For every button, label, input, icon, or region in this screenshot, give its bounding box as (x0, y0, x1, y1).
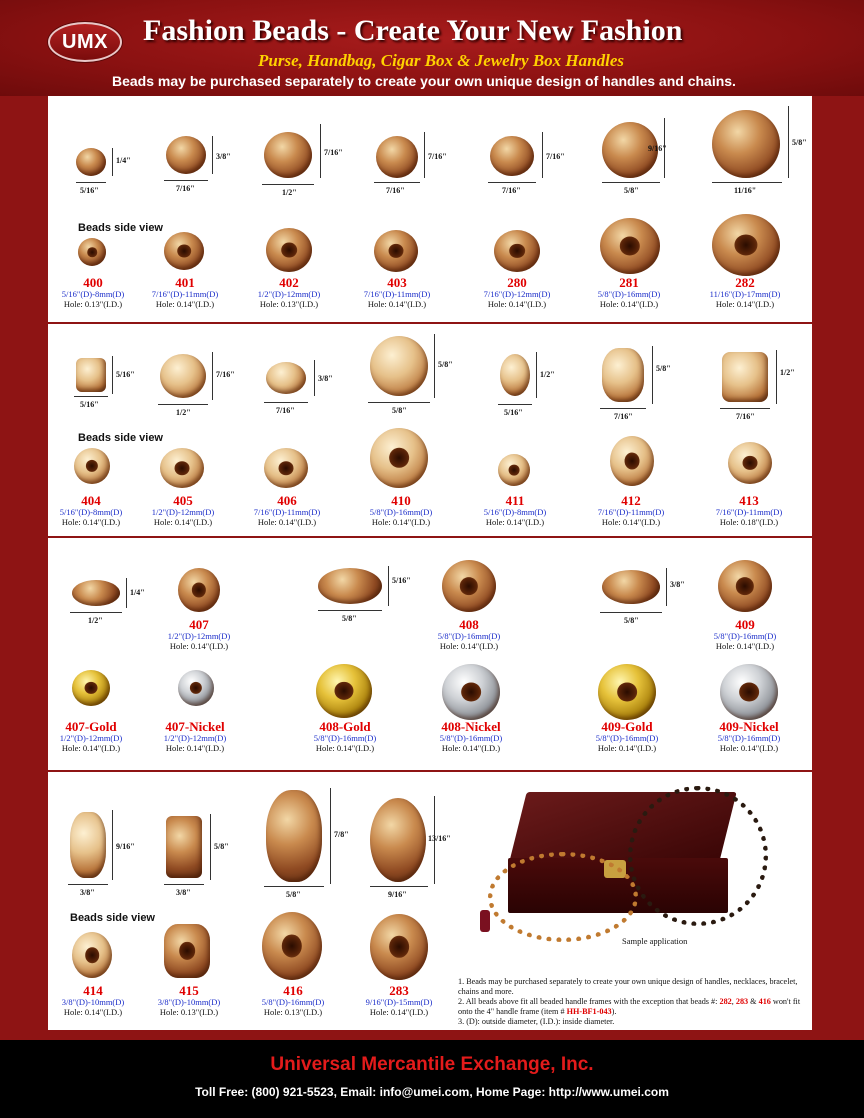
dim-label: 7/16" (176, 184, 195, 193)
bead-diameter: 7/16"(D)-11mm(D) (597, 507, 665, 517)
dim-label: 7/16" (386, 186, 405, 195)
bead-item-402[interactable] (234, 276, 344, 309)
bead-283-front-image (370, 798, 426, 882)
dim-label: 11/16" (734, 186, 757, 195)
bead-408-front-image (318, 568, 382, 604)
bead-diameter: 5/8"(D)-16mm(D) (369, 507, 433, 517)
bead-415-front-image (166, 816, 202, 878)
bead-panel-2 (48, 324, 812, 536)
bead-hole: Hole: 0.14"(I.D.) (601, 517, 661, 527)
bead-hole: Hole: 0.13"(I.D.) (263, 1007, 323, 1017)
bead-item-413[interactable] (694, 494, 804, 527)
bead-hole: Hole: 0.14"(I.D.) (487, 299, 547, 309)
bead-280-side-image (494, 230, 540, 272)
dim-label: 1/4" (130, 588, 145, 597)
dim-label: 1/2" (540, 370, 555, 379)
bead-code: 416 (283, 983, 303, 998)
bead-item-416[interactable] (238, 984, 348, 1017)
bead-code: 407-Gold (65, 719, 117, 734)
bead-item-411[interactable] (460, 494, 570, 527)
dim-label: 7/16" (736, 412, 755, 421)
bead-hole: Hole: 0.14"(I.D.) (63, 1007, 123, 1017)
bead-hole: Hole: 0.14"(I.D.) (367, 299, 427, 309)
dim-label: 5/16" (80, 400, 99, 409)
bead-409-gold-image (598, 664, 656, 720)
bead-404-front-image (76, 358, 106, 392)
footer (0, 1040, 864, 1118)
bead-hole: Hole: 0.13"(I.D.) (159, 1007, 219, 1017)
bead-panel-1 (48, 96, 812, 322)
bead-401-front-image (166, 136, 206, 174)
bead-item-408[interactable] (414, 618, 524, 651)
bead-code: 407-Nickel (165, 719, 225, 734)
bead-diameter: 7/16"(D)-11mm(D) (363, 289, 431, 299)
page-subtitle: Purse, Handbag, Cigar Box & Jewelry Box Handles (258, 51, 624, 70)
bead-diameter: 5/8"(D)-16mm(D) (717, 733, 781, 743)
bead-item-415[interactable] (134, 984, 244, 1017)
bead-panel-3 (48, 538, 812, 770)
bead-281-side-image (600, 218, 660, 274)
note-3: 3. (D): outside diameter, (I.D.): inside diameter. (458, 1017, 615, 1026)
bead-item-414[interactable] (48, 984, 148, 1017)
dim-label: 7/8" (334, 830, 349, 839)
dim-label: 5/8" (624, 186, 639, 195)
bead-item-408-nickel[interactable] (416, 720, 526, 753)
bead-diameter: 5/8"(D)-16mm(D) (437, 631, 501, 641)
bead-code: 408 (459, 617, 479, 632)
dim-label: 1/2" (780, 368, 795, 377)
dim-label: 5/8" (342, 614, 357, 623)
bead-item-406[interactable] (232, 494, 342, 527)
bead-411-side-image (498, 454, 530, 486)
tassel-icon (480, 910, 490, 932)
bead-diameter: 1/2"(D)-12mm(D) (257, 289, 321, 299)
bead-412-side-image (610, 436, 654, 486)
bead-code: 415 (179, 983, 199, 998)
bead-403-front-image (376, 136, 418, 178)
dim-label: 1/2" (88, 616, 103, 625)
bead-code: 403 (387, 275, 407, 290)
bead-item-280[interactable] (462, 276, 572, 309)
dim-label: 5/8" (438, 360, 453, 369)
bead-code: 281 (619, 275, 639, 290)
bead-item-407-gold[interactable] (48, 720, 146, 753)
bead-code: 280 (507, 275, 527, 290)
bead-hole: Hole: 0.14"(I.D.) (371, 517, 431, 527)
bead-408-nickel-image (442, 664, 500, 720)
bead-code: 411 (505, 493, 525, 508)
bead-410-front-image (370, 336, 428, 396)
bead-diameter: 7/16"(D)-11mm(D) (253, 507, 321, 517)
bead-code: 400 (83, 275, 103, 290)
dim-label: 3/8" (80, 888, 95, 897)
bead-409-nickel-image (720, 664, 778, 720)
dim-label: 5/8" (286, 890, 301, 899)
page-tagline: Beads may be purchased separately to create your own unique design of handles and chains. (112, 73, 736, 89)
bead-diameter: 5/8"(D)-16mm(D) (439, 733, 503, 743)
bead-402-side-image (266, 228, 312, 272)
bead-407-side-image (178, 568, 220, 612)
bead-item-403[interactable] (342, 276, 452, 309)
dim-label: 9/16" (388, 890, 407, 899)
dim-label: 5/16" (392, 576, 411, 585)
bead-hole: Hole: 0.14"(I.D.) (61, 743, 121, 753)
dim-label: 3/8" (318, 374, 333, 383)
sample-application-image (508, 792, 758, 922)
dim-label: 1/4" (116, 156, 131, 165)
bead-item-408-gold[interactable] (290, 720, 400, 753)
side-view-label: Beads side view (78, 432, 163, 444)
bead-hole: Hole: 0.14"(I.D.) (369, 1007, 429, 1017)
bead-402-front-image (264, 132, 312, 178)
bead-400-front-image (76, 148, 106, 176)
bead-407-front-image (72, 580, 120, 606)
bead-item-412[interactable] (576, 494, 686, 527)
bead-405-side-image (160, 448, 204, 488)
sample-caption: Sample application (622, 936, 688, 946)
dim-label: 7/16" (276, 406, 295, 415)
bead-code: 409-Nickel (719, 719, 779, 734)
bead-282-front-image (712, 110, 780, 178)
bead-code: 410 (391, 493, 411, 508)
note-1: 1. Beads may be purchased separately to create your own unique design of handles, necklaces, bracelet, chains and more. (458, 977, 798, 996)
dim-label: 5/8" (392, 406, 407, 415)
bead-406-front-image (266, 362, 306, 394)
bead-280-front-image (490, 136, 534, 176)
bead-hole: Hole: 0.14"(I.D.) (169, 641, 229, 651)
company-name: Universal Mercantile Exchange, Inc. (270, 1054, 594, 1075)
bead-414-front-image (70, 812, 106, 878)
bead-hole: Hole: 0.14"(I.D.) (315, 743, 375, 753)
bead-diameter: 7/16"(D)-11mm(D) (715, 507, 783, 517)
bead-282-side-image (712, 214, 780, 276)
bead-408-gold-image (316, 664, 372, 718)
page-title: Fashion Beads - Create Your New Fashion (143, 14, 683, 47)
bead-code: 282 (735, 275, 755, 290)
bead-diameter: 7/16"(D)-12mm(D) (483, 289, 551, 299)
bead-401-side-image (164, 232, 204, 270)
dim-label: 9/16" (116, 842, 135, 851)
bead-hole: Hole: 0.14"(I.D.) (715, 299, 775, 309)
dim-label: 7/16" (428, 152, 447, 161)
bead-diameter: 1/2"(D)-12mm(D) (167, 631, 231, 641)
bead-diameter: 11/16"(D)-17mm(D) (709, 289, 781, 299)
bead-diameter: 9/16"(D)-15mm(D) (365, 997, 433, 1007)
dim-label: 1/2" (282, 188, 297, 197)
contact-info[interactable]: Toll Free: (800) 921-5523, Email: info@umei.com, Home Page: http://www.umei.com (195, 1085, 669, 1099)
bead-405-front-image (160, 354, 206, 398)
bead-hole: Hole: 0.14"(I.D.) (155, 299, 215, 309)
note-2: 2. All beads above fit all beaded handle frames with the exception that beads #: 282, 283 & 416 won't fit onto the 4" handle frame (item # HH-BF1-043). (458, 997, 801, 1016)
dim-label: 1/2" (176, 408, 191, 417)
bead-408-side-image (442, 560, 496, 612)
bead-diameter: 5/8"(D)-16mm(D) (713, 631, 777, 641)
dim-label: 9/16" (648, 144, 667, 153)
bead-hole: Hole: 0.14"(I.D.) (153, 517, 213, 527)
bead-413-front-image (722, 352, 768, 402)
bead-416-front-image (266, 790, 322, 882)
bead-411-front-image (500, 354, 530, 396)
dim-label: 5/16" (116, 370, 135, 379)
bead-panel-4 (48, 772, 812, 1030)
bead-item-407-nickel[interactable] (140, 720, 250, 753)
dim-label: 3/8" (670, 580, 685, 589)
dim-label: 7/16" (324, 148, 343, 157)
dim-label: 5/16" (80, 186, 99, 195)
handle-frame-link[interactable]: HH-BF1-043 (566, 1007, 612, 1016)
bead-diameter: 5/8"(D)-16mm(D) (313, 733, 377, 743)
bead-code: 406 (277, 493, 297, 508)
dim-label: 7/16" (502, 186, 521, 195)
bead-code: 412 (621, 493, 641, 508)
bead-hole: Hole: 0.13"(I.D.) (63, 299, 123, 309)
bead-406-side-image (264, 448, 308, 488)
bead-403-side-image (374, 230, 418, 272)
dim-label: 13/16" (428, 834, 451, 843)
bead-hole: Hole: 0.14"(I.D.) (61, 517, 121, 527)
bead-code: 404 (81, 493, 101, 508)
bead-item-283[interactable] (344, 984, 454, 1017)
bead-code: 408-Gold (319, 719, 371, 734)
bead-409-front-image (602, 570, 660, 604)
bead-diameter: 5/16"(D)-8mm(D) (59, 507, 123, 517)
dim-label: 7/16" (614, 412, 633, 421)
bead-code: 409 (735, 617, 755, 632)
bead-diameter: 7/16"(D)-11mm(D) (151, 289, 219, 299)
bead-item-405[interactable] (128, 494, 238, 527)
notes-block (458, 977, 808, 1027)
header (0, 0, 864, 96)
bead-283-side-image (370, 914, 428, 980)
bead-code: 413 (739, 493, 759, 508)
bead-407-nickel-image (178, 670, 214, 706)
bead-code: 409-Gold (601, 719, 653, 734)
bead-hole: Hole: 0.18"(I.D.) (719, 517, 779, 527)
bead-item-401[interactable] (130, 276, 240, 309)
bead-hole: Hole: 0.14"(I.D.) (719, 743, 779, 753)
dim-label: 5/8" (214, 842, 229, 851)
dim-label: 5/8" (656, 364, 671, 373)
bead-416-side-image (262, 912, 322, 980)
dim-label: 5/8" (624, 616, 639, 625)
bead-item-281[interactable] (574, 276, 684, 309)
bead-diameter: 5/16"(D)-8mm(D) (483, 507, 547, 517)
dim-label: 5/8" (792, 138, 807, 147)
bead-diameter: 1/2"(D)-12mm(D) (151, 507, 215, 517)
bead-hole: Hole: 0.14"(I.D.) (485, 517, 545, 527)
bead-code: 405 (173, 493, 193, 508)
dim-label: 7/16" (546, 152, 565, 161)
bead-404-side-image (74, 448, 110, 484)
bead-412-front-image (602, 348, 644, 402)
bead-415-side-image (164, 924, 210, 978)
bead-diameter: 5/8"(D)-16mm(D) (261, 997, 325, 1007)
bead-diameter: 3/8"(D)-10mm(D) (157, 997, 221, 1007)
bead-code: 402 (279, 275, 299, 290)
bead-item-282[interactable] (690, 276, 800, 309)
bead-hole: Hole: 0.14"(I.D.) (599, 299, 659, 309)
bead-item-409[interactable] (690, 618, 800, 651)
bead-code: 401 (175, 275, 195, 290)
side-view-label: Beads side view (78, 222, 163, 234)
bead-hole: Hole: 0.14"(I.D.) (257, 517, 317, 527)
bead-item-407[interactable] (144, 618, 254, 651)
bead-400-side-image (78, 238, 106, 266)
bead-code: 283 (389, 983, 409, 998)
bead-hole: Hole: 0.14"(I.D.) (441, 743, 501, 753)
bead-code: 414 (83, 983, 103, 998)
bead-413-side-image (728, 442, 772, 484)
dim-label: 3/8" (216, 152, 231, 161)
bead-407-gold-image (72, 670, 110, 706)
bead-414-side-image (72, 932, 112, 978)
bead-hole: Hole: 0.13"(I.D.) (259, 299, 319, 309)
bead-item-409-gold[interactable] (572, 720, 682, 753)
dim-label: 7/16" (216, 370, 235, 379)
bead-item-410[interactable] (346, 494, 456, 527)
bead-code: 408-Nickel (441, 719, 501, 734)
bead-hole: Hole: 0.14"(I.D.) (439, 641, 499, 651)
bead-diameter: 5/8"(D)-16mm(D) (595, 733, 659, 743)
dim-label: 3/8" (176, 888, 191, 897)
bead-diameter: 1/2"(D)-12mm(D) (163, 733, 227, 743)
umx-logo[interactable]: UMX (48, 22, 122, 62)
bead-code: 407 (189, 617, 209, 632)
bead-diameter: 5/16"(D)-8mm(D) (61, 289, 125, 299)
bead-diameter: 1/2"(D)-12mm(D) (59, 733, 123, 743)
bead-diameter: 5/8"(D)-16mm(D) (597, 289, 661, 299)
dim-label: 5/16" (504, 408, 523, 417)
bead-hole: Hole: 0.14"(I.D.) (165, 743, 225, 753)
bead-diameter: 3/8"(D)-10mm(D) (61, 997, 125, 1007)
bead-hole: Hole: 0.14"(I.D.) (597, 743, 657, 753)
bead-item-409-nickel[interactable] (694, 720, 804, 753)
side-view-label: Beads side view (70, 912, 155, 924)
bead-409-side-image (718, 560, 772, 612)
bead-410-side-image (370, 428, 428, 488)
bead-hole: Hole: 0.14"(I.D.) (715, 641, 775, 651)
